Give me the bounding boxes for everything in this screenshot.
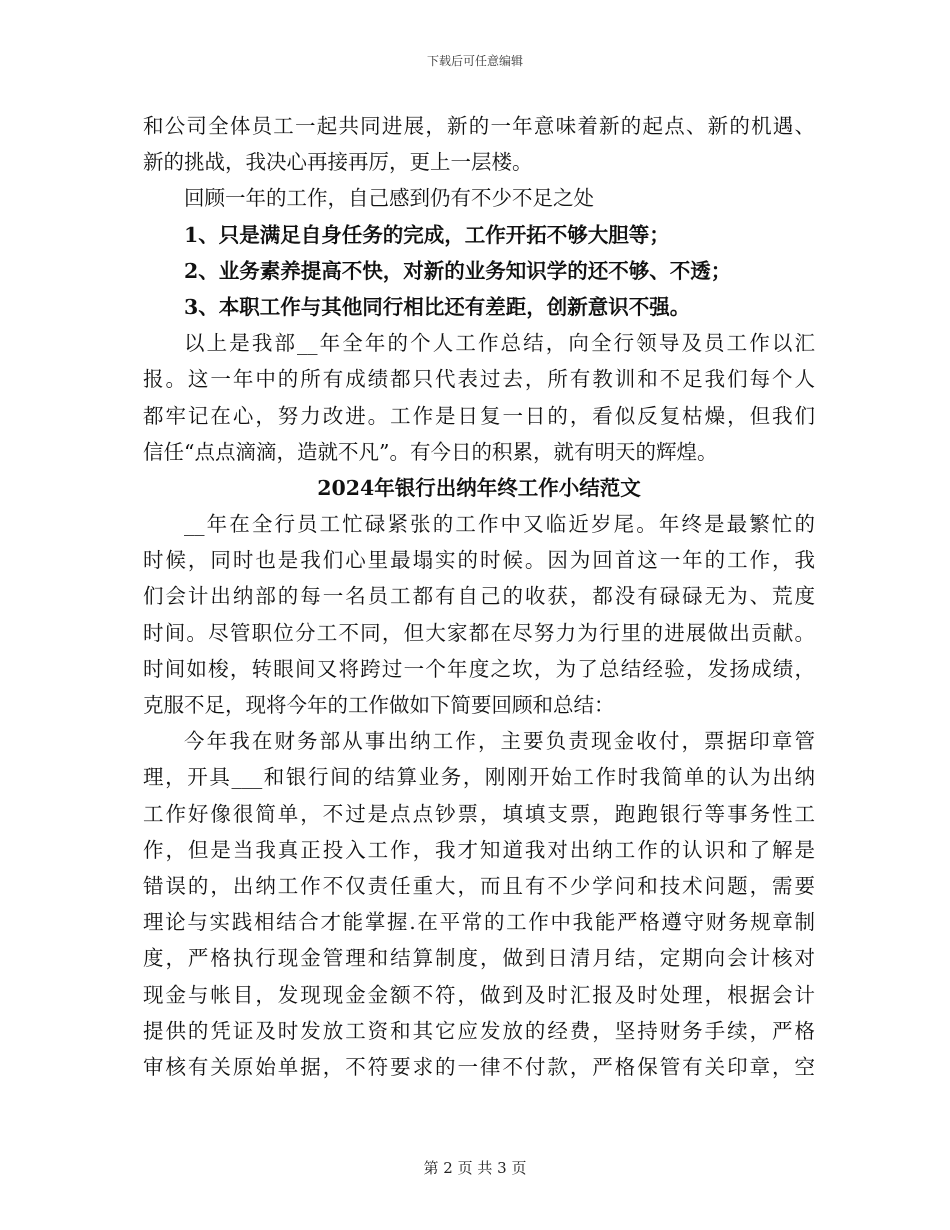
text-line: 提供的凭证及时发放工资和其它应发放的经费，坚持财务手续，严格 [143,1018,815,1043]
list-item: 1、只是满足自身任务的完成，工作开拓不够大胆等； [184,222,670,247]
text-line: 报。这一年中的所有成绩都只代表过去，所有教训和不足我们每个人 [143,367,815,392]
text-line: 们会计出纳部的每一名员工都有自己的收获，都没有碌碌无为、荒度 [143,584,815,609]
text-line: 都牢记在心，努力改进。工作是日复一日的，看似反复枯燥，但我们 [143,403,815,428]
text-line: 今年我在财务部从事出纳工作，主要负责现金收付，票据印章管 [184,729,815,754]
text-line: 作，但是当我真正投入工作，我才知道我对出纳工作的认识和了解是 [143,837,815,862]
text-line: 时候，同时也是我们心里最塌实的时候。因为回首这一年的工作，我 [143,548,815,573]
section-title: 2024年银行出纳年终工作小结范文 [317,475,641,500]
text-line: 以上是我部__年全年的个人工作总结，向全行领导及员工作以汇 [184,331,815,356]
text-line: 工作好像很简单，不过是点点钞票，填填支票，跑跑银行等事务性工 [143,801,815,826]
list-item: 2、业务素养提高不快，对新的业务知识学的还不够、不透； [184,258,732,283]
text-line: 新的挑战，我决心再接再厉，更上一层楼。 [143,150,533,175]
list-item: 3、本职工作与其他同行相比还有差距，创新意识不强。 [184,294,691,319]
page-footer: 第 2 页 共 3 页 [423,1159,527,1177]
text-line: 度，严格执行现金管理和结算制度，做到日清月结，定期向会计核对 [143,946,815,971]
text-line: 克服不足，现将今年的工作做如下简要回顾和总结： [143,693,615,717]
text-line: 错误的，出纳工作不仅责任重大，而且有不少学问和技术问题，需要 [143,873,815,898]
text-line: 回顾一年的工作，自己感到仍有不少不足之处 [184,186,594,211]
text-line: 理论与实践相结合才能掌握.在平常的工作中我能严格遵守财务规章制 [143,910,815,935]
text-line: 审核有关原始单据，不符要求的一律不付款，严格保管有关印章，空 [143,1054,815,1079]
page-header: 下载后可任意编辑 [426,54,523,68]
document-body [143,108,815,1085]
text-line: __年在全行员工忙碌紧张的工作中又临近岁尾。年终是最繁忙的 [184,512,815,537]
text-line: 时间如梭，转眼间又将跨过一个年度之坎，为了总结经验，发扬成绩， [143,656,815,681]
text-line: 理，开具___和银行间的结算业务，刚刚开始工作时我简单的认为出纳 [143,765,815,790]
text-line: 信任“点点滴滴，造就不凡”。有今日的积累，就有明天的辉煌。 [143,439,718,464]
text-line: 和公司全体员工一起共同进展，新的一年意味着新的起点、新的机遇、 [143,114,815,138]
text-line: 现金与帐目，发现现金金额不符，做到及时汇报及时处理，根据会计 [143,982,815,1007]
text-line: 时间。尽管职位分工不同，但大家都在尽努力为行里的进展做出贡献。 [143,620,815,645]
